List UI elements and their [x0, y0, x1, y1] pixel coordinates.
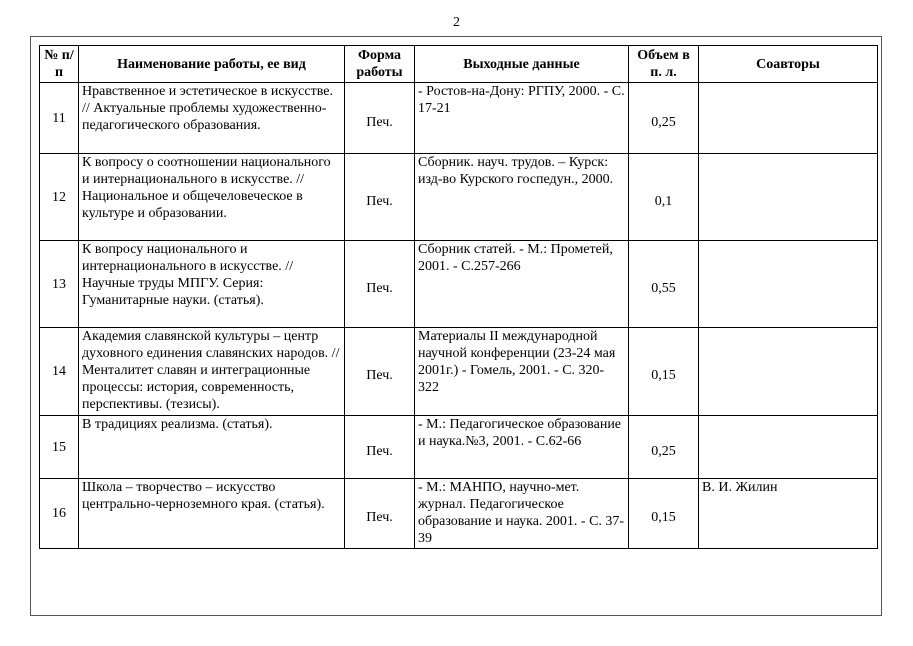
work-title: Школа – творчество – искусство центрально-черноземного края. (статья). [79, 479, 345, 549]
work-volume [629, 154, 699, 241]
publication-details: Сборник. науч. трудов. – Курск: изд-во Курского госпедун., 2000. [415, 154, 629, 241]
work-volume [629, 241, 699, 328]
work-title: Академия славянской культуры – центр духовного единения славянских народов. //Менталитет славян и интеграционные процессы: история, современность, перспективы. (тезисы). [79, 328, 345, 416]
work-volume-value: 0,25 [651, 443, 676, 459]
table-header-row [40, 46, 878, 83]
row-number: 13 [40, 241, 79, 328]
publication-details: - Ростов-на-Дону: РГПУ, 2000. - С. 17-21 [415, 83, 629, 154]
work-title: Нравственное и эстетическое в искусстве. // Актуальные проблемы художественно-педагогического образования. [79, 83, 345, 154]
row-number: 16 [40, 479, 79, 549]
work-volume-value: 0,15 [651, 510, 676, 525]
work-form-label: Печ. [366, 368, 393, 383]
header-form: Форма работы [345, 46, 415, 83]
work-volume [629, 83, 699, 154]
table-row [40, 83, 878, 154]
work-form [345, 241, 415, 328]
row-number: 15 [40, 416, 79, 479]
work-volume [629, 416, 699, 479]
work-form-label: Печ. [366, 193, 393, 209]
publications-table [39, 45, 878, 549]
publication-details: Материалы II международной научной конференции (23-24 мая 2001г.) - Гомель, 2001. - С. 320-322 [415, 328, 629, 416]
work-volume [629, 328, 699, 416]
publication-details: - М.: Педагогическое образование и наука.№3, 2001. - С.62-66 [415, 416, 629, 479]
coauthors: В. И. Жилин [699, 479, 878, 549]
work-form-label: Печ. [366, 114, 393, 130]
row-number: 14 [40, 328, 79, 416]
table-row [40, 328, 878, 416]
publication-details: - М.: МАНПО, научно-мет. журнал. Педагогическое образование и наука. 2001. - С. 37-39 [415, 479, 629, 549]
page-number: 2 [453, 15, 460, 30]
work-volume-value: 0,15 [651, 368, 676, 383]
coauthors [699, 416, 878, 479]
work-volume-value: 0,55 [651, 280, 676, 296]
coauthors [699, 241, 878, 328]
work-form [345, 83, 415, 154]
work-form-label: Печ. [366, 443, 393, 459]
work-form [345, 479, 415, 549]
work-form [345, 416, 415, 479]
coauthors [699, 83, 878, 154]
work-title: К вопросу национального и интернационального в искусстве. // Научные труды МПГУ. Серия: Гуманитарные науки. (статья). [79, 241, 345, 328]
work-volume [629, 479, 699, 549]
work-form [345, 154, 415, 241]
table-row [40, 479, 878, 549]
header-title: Наименование работы, ее вид [79, 46, 345, 83]
work-form-label: Печ. [366, 280, 393, 296]
row-number: 12 [40, 154, 79, 241]
header-num: № п/п [40, 46, 79, 83]
row-number: 11 [40, 83, 79, 154]
header-coauthors: Соавторы [699, 46, 878, 83]
header-volume: Объем в п. л. [629, 46, 699, 83]
work-volume-value: 0,1 [654, 193, 673, 209]
work-title: В традициях реализма. (статья). [79, 416, 345, 479]
coauthors [699, 328, 878, 416]
work-title: К вопросу о соотношении национального и интернационального в искусстве. // Национальное и общечеловеческое в культуре и образовании. [79, 154, 345, 241]
table-row [40, 241, 878, 328]
work-volume-value: 0,25 [651, 114, 676, 130]
table-row [40, 416, 878, 479]
coauthors [699, 154, 878, 241]
work-form [345, 328, 415, 416]
work-form-label: Печ. [366, 510, 393, 525]
publication-details: Сборник статей. - М.: Прометей, 2001. - С.257-266 [415, 241, 629, 328]
table-row [40, 154, 878, 241]
header-publication: Выходные данные [415, 46, 629, 83]
